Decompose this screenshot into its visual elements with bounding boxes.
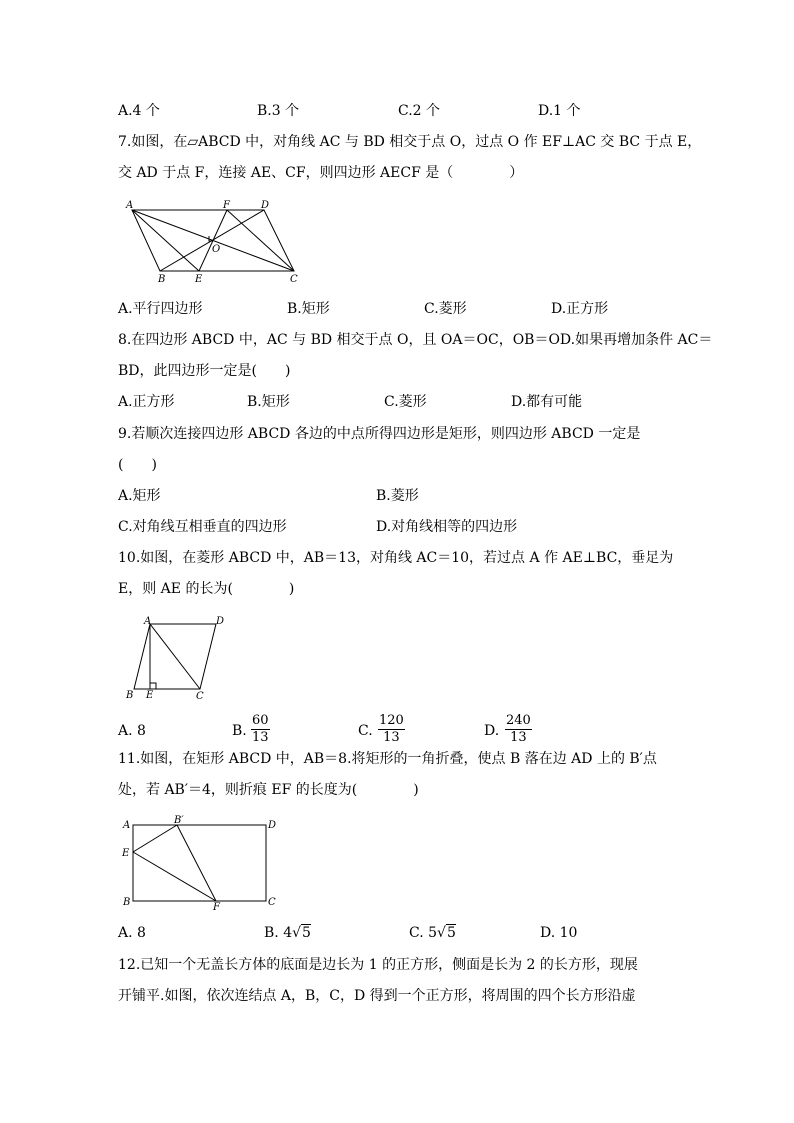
q11-option-b-sqrt-sign: √ [292,925,302,941]
q8-text-line1: 8.在四边形 ABCD 中，AC 与 BD 相交于点 O，且 OA＝OC，OB＝OD.如果再增加条件 AC＝ [118,332,713,348]
q10-label-e: E [146,690,154,701]
q10-rhombus-figure [124,612,244,707]
q11-option-b [264,923,311,943]
q11-option-d: D. 10 [540,925,578,941]
q7-label-b: B [158,274,166,285]
q10-option-c-denominator: 13 [383,730,400,745]
q6-option-d: D.1 个 [538,103,581,119]
q9-text-line1: 9.若顺次连接四边形 ABCD 各边的中点所得四边形是矩形，则四边形 ABCD 一定是 [118,426,641,442]
q6-option-a: A.4 个 [118,103,160,119]
q7-option-b: B.矩形 [287,301,330,317]
q7-label-o: O [212,244,221,255]
q7-option-d: D.正方形 [551,301,609,317]
q8-option-d: D.都有可能 [511,394,583,410]
q9-option-d: D.对角线相等的四边形 [376,519,518,535]
q10-option-c-prefix: C. [358,723,373,739]
q11-label-b: B [123,897,131,908]
q12-text-line2: 开铺平.如图，依次连结点 A，B，C，D 得到一个正方形，将周围的四个长方形沿虚 [118,988,636,1004]
q11-label-bprime: B′ [174,815,184,826]
q11-option-c-sqrt-sign: √ [437,925,446,941]
q10-option-b-fraction [251,713,270,746]
q11-label-f: F [213,902,220,913]
q7-option-c: C.菱形 [424,301,467,317]
q11-option-c [409,923,456,943]
q9-text-line2: ( ) [118,457,157,473]
q7-label-f: F [223,200,230,211]
q9-option-c: C.对角线互相垂直的四边形 [118,519,287,535]
q8-text-line2: BD，此四边形一定是( ) [118,363,291,379]
q10-option-d-denominator: 13 [510,730,527,745]
q11-option-a: A. 8 [118,925,146,941]
q11-label-e: E [122,848,130,859]
q7-label-a: A [126,200,134,211]
q10-option-d-fraction [505,713,532,746]
q9-option-a: A.矩形 [118,488,161,504]
q11-label-a: A [123,820,131,831]
q10-option-c-fraction [378,713,405,746]
q10-option-d-numerator: 240 [506,713,531,728]
q11-label-c: C [268,897,276,908]
q10-label-d: D [216,616,225,627]
q11-label-d: D [268,820,277,831]
q12-text-line1: 12.已知一个无盖长方体的底面是边长为 1 的正方形，侧面是长为 2 的长方形，现展 [118,957,638,973]
q7-option-a: A.平行四边形 [118,301,203,317]
q10-option-c-numerator: 120 [379,713,404,728]
q11-option-c-radicand: 5 [446,925,456,941]
q10-option-d-prefix: D. [484,723,500,739]
q10-option-b-denominator: 13 [252,730,269,745]
q6-option-b: B.3 个 [257,103,300,119]
q7-parallelogram-figure [124,196,324,286]
q11-option-c-prefix: C. 5 [409,925,438,941]
q6-option-c: C.2 个 [398,103,441,119]
q8-option-a: A.正方形 [118,394,175,410]
q7-label-c: C [290,274,298,285]
q7-label-d: D [261,200,270,211]
q11-rectangle-figure [120,814,290,914]
q7-label-e: E [195,274,203,285]
q10-label-c: C [196,691,204,702]
q10-label-a: A [144,616,152,627]
q10-option-a: A. 8 [118,723,146,739]
q10-option-b-prefix: B. [232,723,247,739]
q8-option-b: B.矩形 [247,394,290,410]
q11-option-b-radicand: 5 [302,925,311,941]
q11-text-line2: 处，若 AB′＝4，则折痕 EF 的长度为( ) [118,782,419,798]
q10-option-b-numerator: 60 [252,713,269,728]
q11-option-b-prefix: B. 4 [264,925,293,941]
q10-label-b: B [126,690,134,701]
q8-option-c: C.菱形 [384,394,427,410]
q10-text-line1: 10.如图，在菱形 ABCD 中，AB＝13，对角线 AC＝10，若过点 A 作 AE⊥BC，垂足为 [118,550,674,566]
q11-text-line1: 11.如图，在矩形 ABCD 中，AB＝8.将矩形的一角折叠，使点 B 落在边 AD 上的 B′点 [118,751,657,767]
q10-text-line2: E，则 AE 的长为( ) [118,581,295,597]
q9-option-b: B.菱形 [376,488,419,504]
q7-text-line2: 交 AD 于点 F，连接 AE、CF，则四边形 AECF 是（ ） [118,165,524,181]
q7-text-line1: 7.如图，在▱ABCD 中，对角线 AC 与 BD 相交于点 O，过点 O 作 EF⊥AC 交 BC 于点 E， [118,134,702,150]
